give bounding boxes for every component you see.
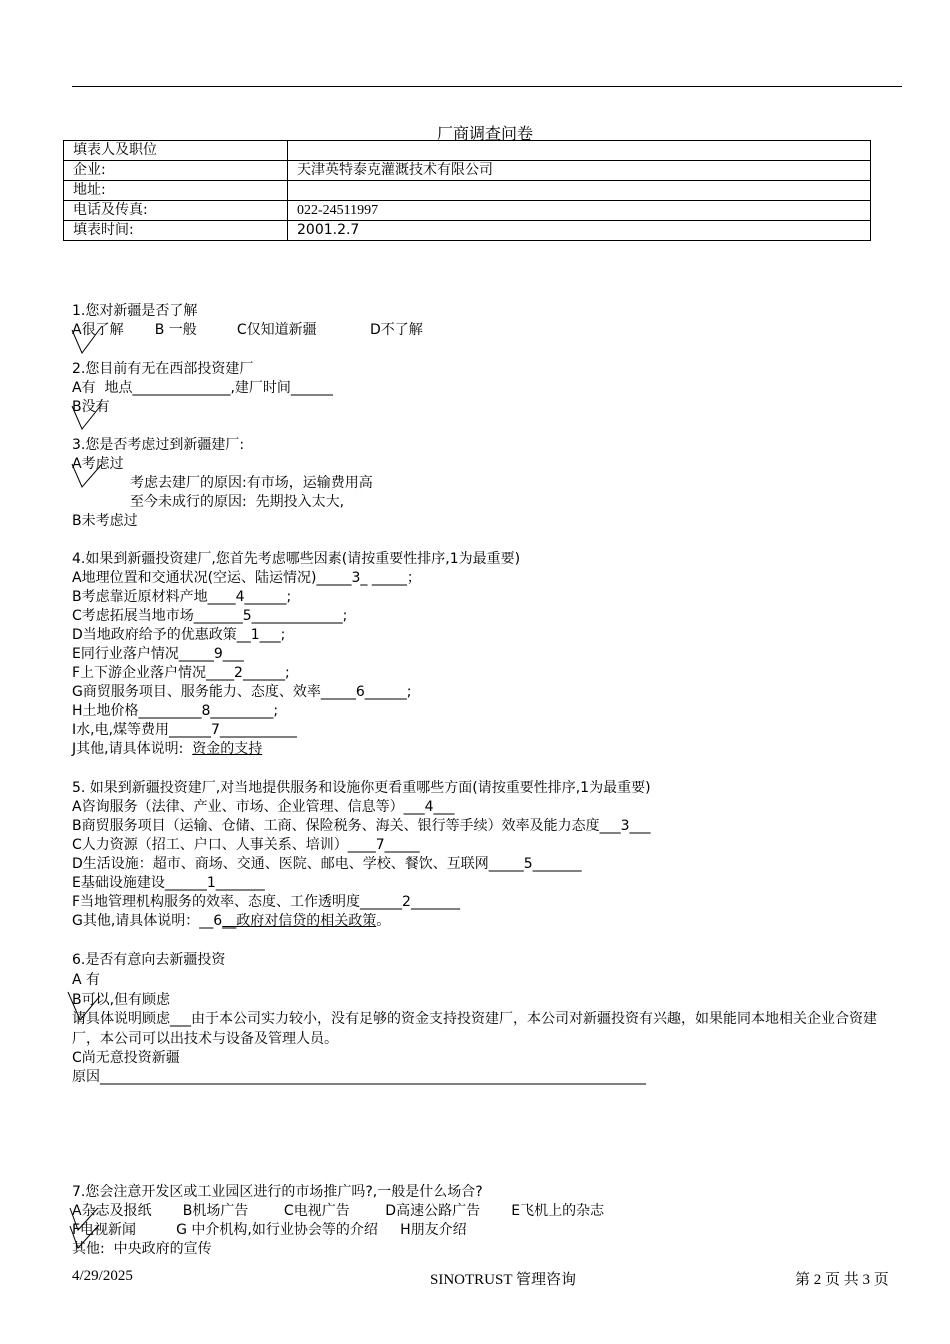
q2-option-a: A有 地点______________,建厂时间______ <box>72 380 333 396</box>
q7-other: 其他: 中央政府的宣传 <box>72 1241 212 1257</box>
table-cell-label: 填表人及职位 <box>64 141 288 161</box>
q3-question: 3.您是否考虑过到新疆建厂: <box>72 437 245 453</box>
q5-question: 5. 如果到新疆投资建厂,对当地提供服务和设施你更看重哪些方面(请按重要性排序,1为最重要) <box>72 780 651 796</box>
q4-item: I水,电,煤等费用______7___________ <box>72 722 297 738</box>
q6-question: 6.是否有意向去新疆投资 <box>72 952 226 968</box>
q4-item: H土地价格_________8_________; <box>72 703 279 719</box>
q4-item: D当地政府给予的优惠政策__1___; <box>72 627 286 643</box>
q6-option-b: B可以,但有顾虑 <box>72 992 171 1008</box>
q5-item: C人力资源（招工、户口、人事关系、培训）____7_____ <box>72 837 420 853</box>
table-cell-label: 企业: <box>64 161 288 181</box>
table-cell-value: 022-24511997 <box>288 201 871 221</box>
header-rule <box>72 86 902 87</box>
q4-item: G商贸服务项目、服务能力、态度、效率_____6______; <box>72 684 412 700</box>
q5-other <box>72 912 390 931</box>
q5-item: A咨询服务（法律、产业、市场、企业管理、信息等）___4___ <box>72 799 455 815</box>
q6-option-a: A 有 <box>72 972 101 988</box>
q5-item: E基础设施建设______1_______ <box>72 875 265 891</box>
q3-option-a: A考虑过 <box>72 456 124 472</box>
q7-options-row1: A杂志及报纸 B机场广告 C电视广告 D高速公路广告 E飞机上的杂志 <box>72 1203 605 1219</box>
q4-other-value: 资金的支持 <box>192 741 263 757</box>
q3-reason-2: 至今未成行的原因: 先期投入太大, <box>130 494 345 510</box>
checkmark-icon <box>70 398 106 432</box>
q5-item: B商贸服务项目（运输、仓储、工商、保险税务、海关、银行等手续）效率及能力态度___3___ <box>72 818 651 834</box>
q5-other-value: __政府对信贷的相关政策 <box>222 913 377 929</box>
table-cell-label: 电话及传真: <box>64 201 288 221</box>
q5-item: F当地管理机构服务的效率、态度、工作透明度______2_______ <box>72 894 460 910</box>
q6-reason: 原因______________________________________________________________________________ <box>72 1069 646 1085</box>
table-cell-value <box>288 141 871 161</box>
table-cell-value: 天津英特泰克灌溉技术有限公司 <box>288 161 871 181</box>
q7-options-row2: F电视新闻 G 中介机构,如行业协会等的介绍 H朋友介绍 <box>72 1222 467 1238</box>
footer-date: 4/29/2025 <box>72 1268 133 1284</box>
table-row <box>64 161 871 181</box>
checkmark-icon <box>70 322 106 356</box>
table-row <box>64 141 871 161</box>
table-row <box>64 201 871 221</box>
q4-item: E同行业落户情况_____9___ <box>72 646 244 662</box>
table-cell-value <box>288 181 871 201</box>
q5-item: D生活设施：超市、商场、交通、医院、邮电、学校、餐饮、互联网_____5_______ <box>72 856 582 872</box>
q4-item: C考虑拓展当地市场_______5_____________; <box>72 608 348 624</box>
footer-page-number: 第 2 页 共 3 页 <box>795 1272 889 1288</box>
q1-question: 1.您对新疆是否了解 <box>72 303 198 319</box>
table-row <box>64 221 871 241</box>
checkmark-icon <box>70 456 106 490</box>
q7-question: 7.您会注意开发区或工业园区进行的市场推广吗?,一般是什么场合? <box>72 1184 483 1200</box>
q4-item: B考虑靠近原材料产地____4______; <box>72 589 292 605</box>
table-cell-label: 填表时间: <box>64 221 288 241</box>
info-table <box>63 140 871 241</box>
table-cell-value: 2001.2.7 <box>288 221 871 241</box>
q2-question: 2.您目前有无在西部投资建厂 <box>72 361 254 377</box>
page-title: 厂商调查问卷 <box>436 124 533 143</box>
q4-other-label: J其他,请具体说明: <box>72 741 193 757</box>
footer-center: SINOTRUST 管理咨询 <box>430 1272 576 1288</box>
q1-options: A很了解 B 一般 C仅知道新疆 D不了解 <box>72 322 423 338</box>
table-cell-label: 地址: <box>64 181 288 201</box>
q2-option-b: B没有 <box>72 399 110 415</box>
q4-other <box>72 740 262 759</box>
q5-other-end: 。 <box>376 913 391 929</box>
q3-option-b: B未考虑过 <box>72 513 138 529</box>
q4-item: A地理位置和交通状况(空运、陆运情况)_____3_ _____； <box>72 570 421 586</box>
q4-item: F上下游企业落户情况____2______; <box>72 665 290 681</box>
q4-question: 4.如果到新疆投资建厂,您首先考虑哪些因素(请按重要性排序,1为最重要) <box>72 551 521 567</box>
q6-detail: 请具体说明顾虑___由于本公司实力较小，没有足够的资金支持投资建厂，本公司对新疆投资有兴趣，如果能同本地相关企业合资建厂，本公司可以出技术与设备及管理人员。 <box>72 1011 877 1047</box>
table-row <box>64 181 871 201</box>
q3-reason-1: 考虑去建厂的原因:有市场，运输费用高 <box>130 475 373 491</box>
q5-other-label: G其他,请具体说明：__6 <box>72 913 223 929</box>
q6-option-c: C尚无意投资新疆 <box>72 1050 180 1066</box>
